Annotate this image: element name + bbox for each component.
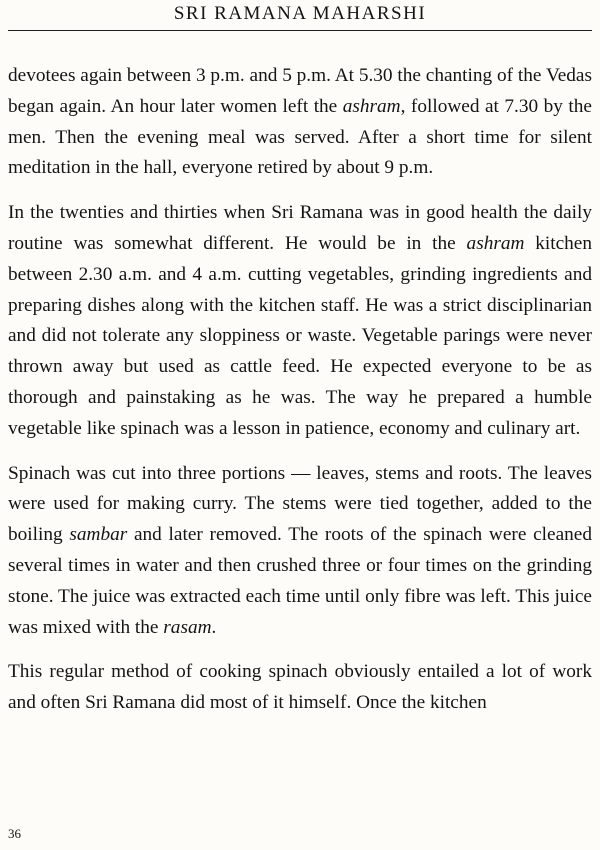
paragraph-3-text: . xyxy=(211,616,217,638)
page-number: 36 xyxy=(8,826,21,841)
sambar-term: sambar xyxy=(69,524,128,546)
rasam-term: rasam xyxy=(163,616,212,638)
paragraph-3-text: Spinach was cut into three portions — leaves, stems and roots. The leaves were used for making curry. The stems were tied together, added to the boiling xyxy=(8,462,592,546)
paragraph-2-text: In the twenties and thirties when Sri Ramana was in good health the daily routine was somewhat different. He would be in the xyxy=(8,202,592,254)
paragraph-2-text: kitchen between 2.30 a.m. and 4 a.m. cutting vegetables, grinding ingredients and preparing dishes along with the kitchen staff. He was a strict disciplinarian and did not tolerate any sloppiness or waste. Vegetable parings were never thrown away but used as cattle feed. He expected everyone to be as thorough and painstaking as he was. The way he prepared a humble vegetable like spinach was a lesson in patience, economy and culinary art. xyxy=(8,232,592,439)
paragraph-4 xyxy=(8,657,592,719)
body-text xyxy=(8,61,592,733)
running-head-title: SRI RAMANA MAHARSHI xyxy=(173,3,427,24)
header-rule xyxy=(8,30,592,31)
paragraph-2 xyxy=(8,198,592,444)
paragraph-1-text: devotees again between 3 p.m. and 5 p.m. At 5.30 the chanting of the Vedas began again. An hour later women left the xyxy=(8,65,592,117)
ashram-term: ashram xyxy=(466,232,525,254)
ashram-term: ashram xyxy=(342,95,401,117)
paragraph-1-text: , followed at 7.30 by the men. Then the evening meal was served. After a short time for silent meditation in the hall, everyone retired by about 9 p.m. xyxy=(8,95,592,179)
paragraph-1 xyxy=(8,61,592,184)
paragraph-3 xyxy=(8,459,592,644)
paragraph-4-text: This regular method of cooking spinach obviously entailed a lot of work and often Sri Ramana did most of it himself. Once the kitchen xyxy=(8,661,592,714)
paragraph-3-text: and later removed. The roots of the spinach were cleaned several times in water and then crushed three or four times on the grinding stone. The juice was extracted each time until only fibre was left. This juice was mixed with the xyxy=(8,524,592,638)
